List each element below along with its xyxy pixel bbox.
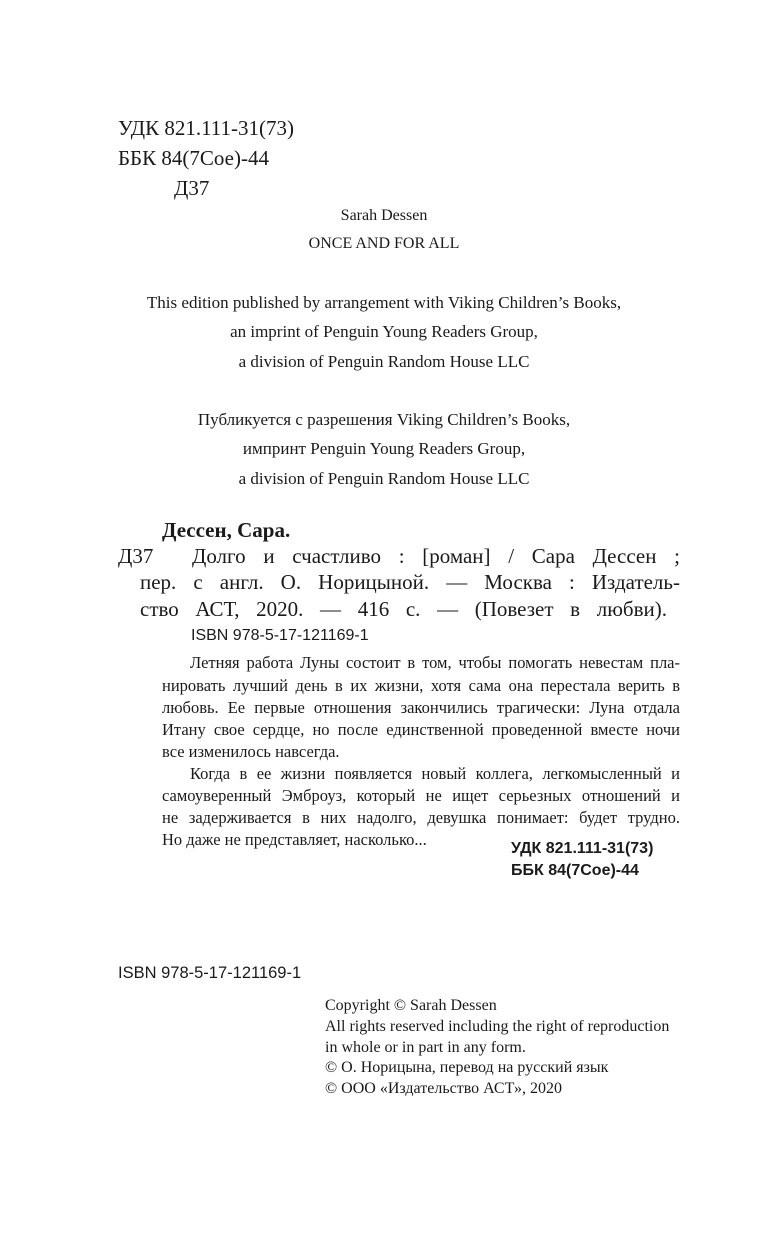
annotation-line-5: все изменилось навсегда. xyxy=(162,742,340,761)
copyright-line-1: Copyright © Sarah Dessen xyxy=(325,997,497,1014)
copyright-line-5: © ООО «Издательство АСТ», 2020 xyxy=(325,1080,562,1097)
annotation-line-8: не задерживается в них надолго, девушка понимает: будет трудно. xyxy=(162,808,680,827)
catalog-description-line-1: Долго и счастливо : [роман] / Сара Дессен ; xyxy=(192,544,680,568)
original-title: ONCE AND FOR ALL xyxy=(308,235,460,252)
bbk-top: ББК 84(7Сое)-44 xyxy=(118,146,269,170)
isbn-bottom: ISBN 978-5-17-121169-1 xyxy=(118,964,302,982)
catalog-description-line-3: ство АСТ, 2020. — 416 с. — (Повезет в любви). xyxy=(140,597,667,621)
annotation-line-3: любовь. Ее первые отношения закончились трагически: Луна отдала xyxy=(162,698,680,717)
catalog-description-line-2: пер. с англ. О. Норицыной. — Москва : Издатель- xyxy=(140,570,680,594)
annotation-line-2: нировать лучший день в их жизни, хотя сама она перестала верить в xyxy=(162,676,680,695)
edition-en-line-1: This edition published by arrangement with Viking Children’s Books, xyxy=(146,293,622,312)
edition-ru-line-1: Публикуется с разрешения Viking Children’s Books, xyxy=(197,410,571,429)
catalog-isbn: ISBN 978-5-17-121169-1 xyxy=(191,627,369,644)
annotation-line-6: Когда в ее жизни появляется новый коллега, легкомысленный и xyxy=(190,764,680,783)
annotation-line-7: самоуверенный Эмброуз, который не ищет серьезных отношений и xyxy=(162,786,680,805)
copyright-line-4: © О. Норицына, перевод на русский язык xyxy=(325,1059,609,1076)
edition-ru-line-3: a division of Penguin Random House LLC xyxy=(238,469,530,488)
annotation-line-1: Летняя работа Луны состоит в том, чтобы помогать невестам пла- xyxy=(190,653,680,672)
edition-ru-line-2: импринт Penguin Young Readers Group, xyxy=(242,439,526,458)
annotation-line-9: Но даже не представляет, насколько... xyxy=(162,830,427,849)
copyright-line-2: All rights reserved including the right of reproduction xyxy=(325,1018,670,1035)
catalog-udk: УДК 821.111-31(73) xyxy=(511,840,654,857)
author-mark-top: Д37 xyxy=(174,176,210,200)
udk-top: УДК 821.111-31(73) xyxy=(118,116,294,140)
original-author: Sarah Dessen xyxy=(340,207,428,224)
edition-en-line-2: an imprint of Penguin Young Readers Group, xyxy=(230,322,538,341)
catalog-bbk: ББК 84(7Сое)-44 xyxy=(511,862,639,879)
catalog-heading: Дессен, Сара. xyxy=(162,518,291,542)
copyright-line-3: in whole or in part in any form. xyxy=(325,1039,526,1056)
edition-en-line-3: a division of Penguin Random House LLC xyxy=(238,352,530,371)
catalog-mark: Д37 xyxy=(118,544,154,568)
annotation-line-4: Итану свое сердце, но после единственной проведенной вместе ночи xyxy=(162,720,680,739)
